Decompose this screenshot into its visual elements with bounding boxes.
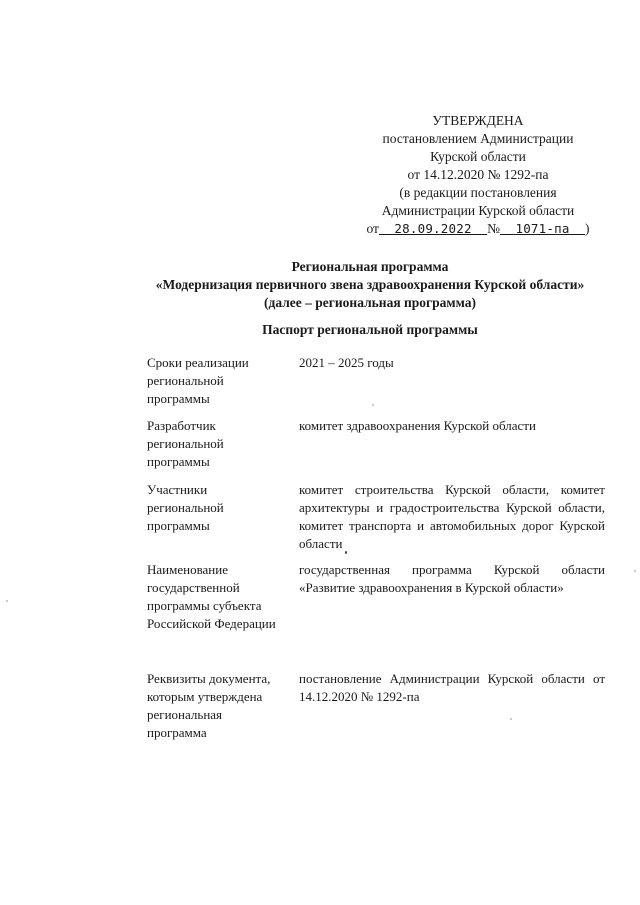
scan-speck — [6, 600, 8, 602]
scan-speck — [345, 551, 347, 554]
row-label: Участники региональной программы — [147, 482, 224, 533]
row-value: постановление Администрации Курской области от 14.12.2020 № 1292-па — [299, 671, 605, 704]
passport-title: Паспорт региональной программы — [262, 322, 478, 337]
program-header — [140, 258, 600, 312]
approval-original-decree: от 14.12.2020 № 1292-па — [407, 167, 549, 182]
approval-revision-date-line — [360, 220, 596, 238]
program-name: «Модернизация первичного звена здравоохранения Курской области» — [155, 277, 585, 292]
scan-speck — [372, 404, 374, 406]
row-label: Разработчик региональной программы — [147, 418, 224, 469]
date-prefix: от — [366, 221, 379, 236]
row-value: 2021 – 2025 годы — [299, 355, 394, 370]
row-label: Реквизиты документа, которым утверждена региональная программа — [147, 671, 271, 740]
row-label: Наименование государственной программы субъекта Российской Федерации — [147, 562, 276, 631]
scan-speck — [510, 718, 512, 720]
approval-region: Курской области — [430, 149, 526, 164]
program-alias: (далее – региональная программа) — [264, 295, 476, 310]
approval-stamp — [360, 112, 596, 238]
approval-issuer: постановлением Администрации — [382, 131, 574, 146]
row-value: государственная программа Курской области «Развитие здравоохранения в Курской области» — [299, 562, 605, 595]
approval-revision-note: (в редакции постановления — [399, 185, 557, 200]
row-value: комитет здравоохранения Курской области — [299, 418, 536, 433]
row-value: комитет строительства Курской области, комитет архитектуры и градостроительства Курской области, комитет транспорта и автомобильных дорог Курской области — [299, 482, 605, 551]
number-sign: № — [487, 221, 501, 236]
row-label: Сроки реализации региональной программы — [147, 355, 249, 406]
revision-number: 1071-па — [500, 221, 586, 236]
revision-date: 28.09.2022 — [378, 221, 488, 236]
approval-title: УТВЕРЖДЕНА — [432, 113, 524, 128]
program-type: Региональная программа — [291, 259, 449, 274]
scan-speck — [634, 570, 636, 572]
approval-revision-issuer: Администрации Курской области — [381, 203, 575, 218]
closing-bracket: ) — [585, 221, 590, 236]
